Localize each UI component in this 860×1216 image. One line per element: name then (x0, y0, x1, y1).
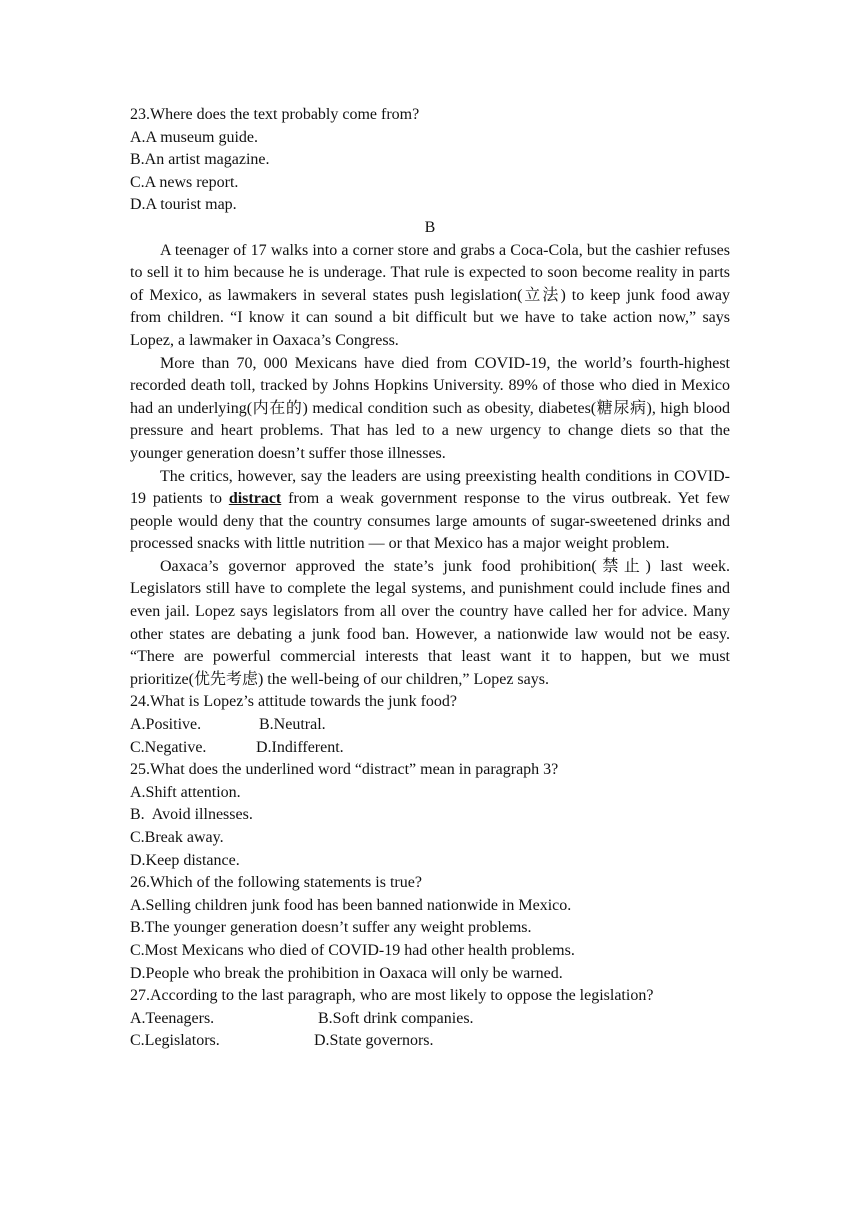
question-24-option-d: D.Indifferent. (256, 738, 344, 756)
passage-paragraph-3 (130, 466, 730, 556)
question-25-option-c: C.Break away. (130, 829, 224, 846)
passage-paragraph-2: More than 70, 000 Mexicans have died from COVID-19, the world’s fourth-highest recorded death toll, tracked by Johns Hopkins University. 89% of those who died in Mexico had an underlying(内在的) medical condition such as obesity, diabetes(糖尿病), high blood pressure and heart problems. That has led to a new urgency to change diets so that the younger generation doesn’t suffer those illnesses. (130, 354, 730, 462)
question-23-option-d: D.A tourist map. (130, 196, 237, 214)
question-25-option-b: B. Avoid illnesses. (130, 806, 253, 824)
question-27-stem: 27.According to the last paragraph, who are most likely to oppose the legislation? (130, 987, 654, 1005)
question-23-option-b: B.An artist magazine. (130, 151, 270, 169)
question-25-option-d: D.Keep distance. (130, 851, 240, 869)
question-23-option-a: A.A museum guide. (130, 128, 258, 146)
passage-b (130, 240, 730, 692)
question-27-option-d: D.State governors. (314, 1032, 434, 1050)
passage-paragraph-4: Oaxaca’s governor approved the state’s junk food prohibition(禁止) last week. Legislators still have to complete the legal systems, and punishment could include fines and even jail. Lopez says legislators from all over the country have called her for advice. Many other states are debating a junk food ban. However, a nationwide law would not be easy. “There are powerful commercial interests that least want it to happen, but we must prioritize(优先考虑) the well-being of our children,” Lopez says. (130, 557, 730, 688)
paragraph-3-text-before: The critics, however, say the leaders are using preexisting health conditions in COVID-19 patients to (130, 467, 730, 508)
question-23-stem: 23.Where does the text probably come from? (130, 106, 420, 123)
question-26-option-a: A.Selling children junk food has been banned nationwide in Mexico. (130, 896, 572, 914)
question-23 (130, 104, 730, 217)
question-24-option-c: C.Negative. (130, 738, 207, 756)
question-24-row-1 (130, 714, 730, 737)
question-27-option-c: C.Legislators. (130, 1032, 220, 1050)
question-25 (130, 759, 730, 872)
question-23-option-c: C.A news report. (130, 173, 239, 191)
paragraph-3-text-after: from a weak government response to the virus outbreak. Yet few people would deny that the country consumes large amounts of sugar-sweetened drinks and processed snacks with little nutrition — or that Mexico has a major weight problem. (130, 490, 730, 553)
question-24 (130, 691, 730, 759)
question-25-option-a: A.Shift attention. (130, 783, 241, 801)
question-26-option-b: B.The younger generation doesn’t suffer any weight problems. (130, 919, 532, 937)
section-label: B (424, 218, 436, 236)
question-27-row-2 (130, 1030, 730, 1053)
exam-page (130, 104, 730, 1053)
question-27-option-b: B.Soft drink companies. (318, 1009, 474, 1027)
question-27-option-a: A.Teenagers. (130, 1009, 215, 1027)
question-26 (130, 872, 730, 985)
question-26-option-c: C.Most Mexicans who died of COVID-19 had other health problems. (130, 941, 575, 959)
question-27 (130, 985, 730, 1053)
question-25-stem: 25.What does the underlined word “distract” mean in paragraph 3? (130, 761, 559, 779)
question-26-stem: 26.Which of the following statements is true? (130, 874, 422, 892)
passage-paragraph-1: A teenager of 17 walks into a corner store and grabs a Coca-Cola, but the cashier refuses to sell it to him because he is underage. That rule is expected to soon become reality in parts of Mexico, as lawmakers in several states push legislation(立法) to keep junk food away from children. “I know it can sound a bit difficult but we have to take action now,” says Lopez, a lawmaker in Oaxaca’s Congress. (130, 241, 730, 349)
question-24-option-a: A.Positive. (130, 716, 202, 734)
question-24-option-b: B.Neutral. (259, 716, 326, 734)
underlined-word-distract: distract (228, 490, 282, 508)
question-24-stem: 24.What is Lopez’s attitude towards the junk food? (130, 693, 458, 711)
question-26-option-d: D.People who break the prohibition in Oaxaca will only be warned. (130, 964, 563, 982)
question-24-row-2 (130, 737, 730, 760)
question-27-row-1 (130, 1008, 730, 1031)
